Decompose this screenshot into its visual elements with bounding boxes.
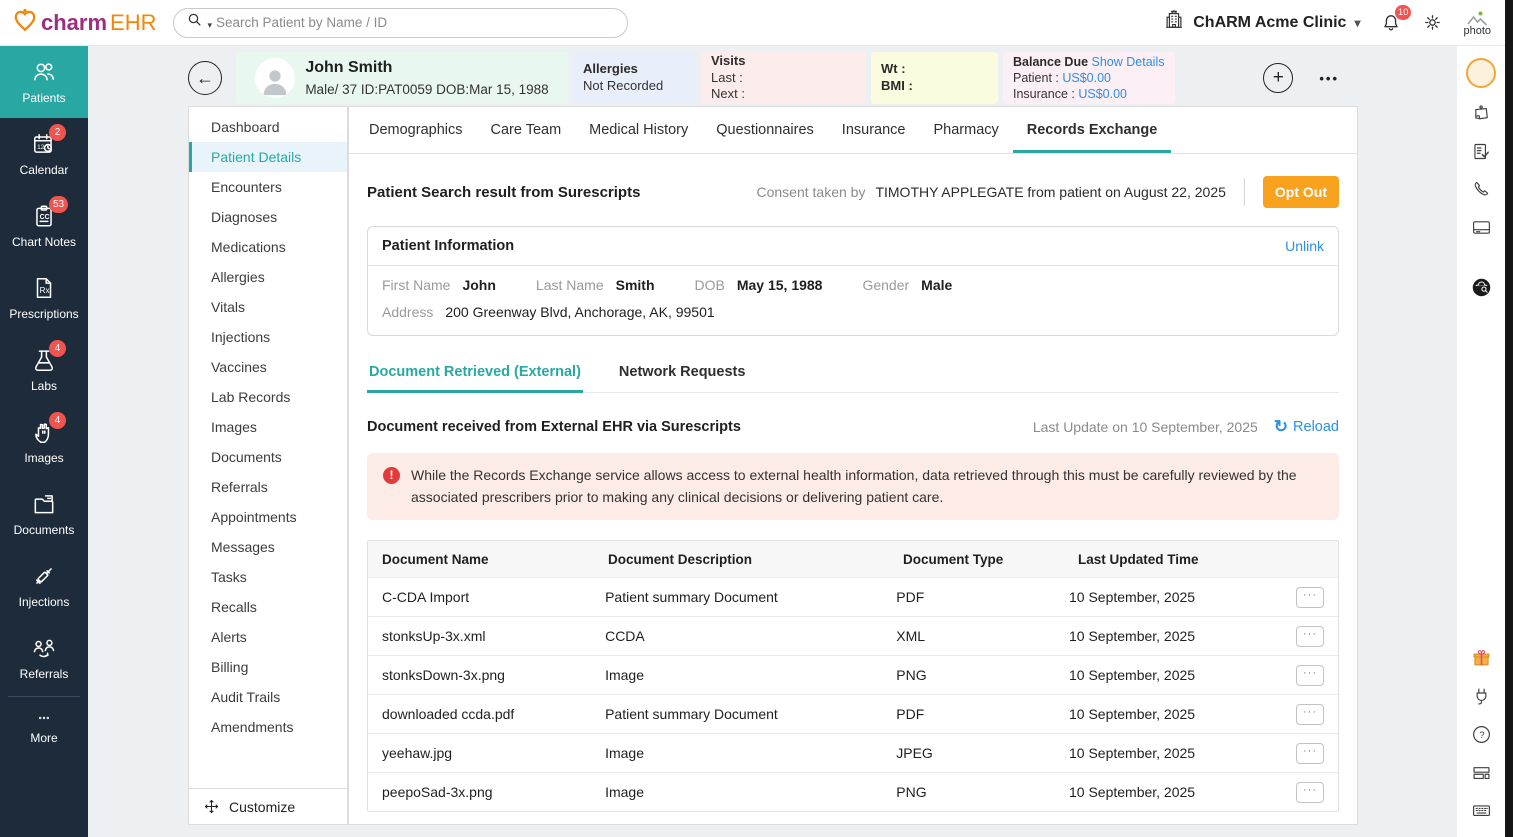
row-actions-button[interactable]: ··· [1296, 665, 1324, 686]
referrals-icon [31, 635, 57, 661]
sidebar-item-label: Labs [30, 379, 58, 393]
balance-card[interactable] [1003, 52, 1175, 104]
section-item-recalls[interactable]: Recalls [211, 599, 257, 615]
cell-document-name: downloaded ccda.pdf [382, 706, 515, 723]
show-details-link[interactable]: Show Details [1091, 54, 1165, 69]
patient-section-list [189, 107, 347, 788]
sidebar-item-injections[interactable] [0, 550, 88, 622]
patients-icon [31, 59, 57, 85]
header-right-cluster [1163, 6, 1491, 37]
app-logo [12, 7, 157, 39]
documents-folder-icon [31, 491, 57, 517]
cell-document-description: Patient summary Document [605, 706, 778, 723]
subtab-network-requests[interactable]: Network Requests [618, 364, 746, 380]
cell-document-description: CCDA [605, 628, 645, 645]
tab-questionnaires[interactable]: Questionnaires [716, 122, 814, 138]
records-subtabs [367, 356, 1339, 393]
header-document-description: Document Description [608, 551, 753, 567]
gear-icon [1422, 12, 1443, 33]
patient-banner [188, 52, 1339, 104]
row-actions-button[interactable]: ··· [1296, 626, 1324, 647]
sidebar-item-label: Prescriptions [9, 307, 79, 321]
address-value: 200 Greenway Blvd, Anchorage, AK, 99501 [445, 304, 715, 320]
documents-header [367, 417, 1339, 437]
cell-document-type: JPEG [896, 745, 933, 762]
header-document-type: Document Type [903, 551, 1004, 567]
customize-label: Customize [229, 798, 296, 815]
cell-document-description: Image [605, 784, 644, 801]
svg-text:Rx: Rx [39, 285, 50, 295]
section-item-vitals[interactable]: Vitals [211, 299, 245, 315]
cell-last-updated: 10 September, 2025 [1068, 784, 1196, 801]
gift-icon[interactable] [1457, 639, 1505, 677]
sidebar-item-label: Images [24, 451, 64, 465]
sidebar-item-label: Patients [22, 91, 66, 105]
row-actions-button[interactable]: ··· [1296, 704, 1324, 725]
visits-next: Next : [711, 86, 745, 102]
cell-document-description: Patient summary Document [605, 589, 778, 606]
section-item-amendments[interactable]: Amendments [211, 719, 294, 735]
patient-information-title: Patient Information [382, 238, 515, 254]
patient-tabs [349, 107, 1357, 154]
avatar-label: photo [1463, 24, 1491, 37]
app-header [0, 0, 1505, 46]
cell-document-type: XML [896, 628, 926, 645]
plug-icon[interactable] [1457, 677, 1505, 715]
table-row [368, 694, 1338, 733]
cell-document-description: Image [605, 667, 644, 684]
reload-label: Reload [1293, 419, 1339, 435]
warning-text: While the Records Exchange service allows access to external health information, data retrieved through this must be carefully reviewed by the associated prescribers prior to making any clinical decisions or delivering patient care. [411, 467, 1297, 505]
patient-details: Male/ 37 ID:PAT0059 DOB:Mar 15, 1988 [305, 81, 549, 97]
cell-document-type: PDF [896, 589, 925, 606]
notification-count-badge: 10 [1395, 5, 1412, 20]
consent-value: TIMOTHY APPLEGATE from patient on August 22, 2025 [875, 184, 1226, 200]
calendar-badge: 2 [49, 124, 66, 141]
section-item-injections[interactable]: Injections [211, 329, 271, 345]
last-name-value: Smith [615, 277, 655, 293]
cell-document-type: PNG [896, 667, 927, 684]
sticky-note-icon[interactable] [1457, 94, 1505, 132]
first-name-value: John [462, 277, 496, 293]
search-icon [186, 11, 204, 34]
cell-last-updated: 10 September, 2025 [1068, 628, 1196, 645]
section-item-medications[interactable]: Medications [211, 239, 286, 255]
tab-pharmacy[interactable]: Pharmacy [933, 122, 999, 138]
sidebar-item-patients[interactable] [0, 46, 88, 118]
first-name-label: First Name [382, 277, 451, 293]
row-actions-button[interactable]: ··· [1296, 587, 1324, 608]
help-icon[interactable] [1457, 715, 1505, 753]
patient-avatar [255, 58, 295, 98]
last-update-text: Last Update on 10 September, 2025 [1032, 419, 1258, 435]
move-icon [203, 798, 220, 815]
sidebar-item-labs[interactable] [0, 334, 88, 406]
subtab-document-retrieved[interactable]: Document Retrieved (External) [367, 356, 583, 393]
cell-last-updated: 10 September, 2025 [1068, 667, 1196, 684]
detective-icon[interactable] [1457, 268, 1505, 306]
heart-logo-icon [12, 7, 38, 39]
sidebar-item-documents[interactable] [0, 478, 88, 550]
syringe-icon [31, 563, 57, 589]
section-item-appointments[interactable]: Appointments [211, 509, 297, 525]
content-panel [348, 106, 1358, 825]
banner-more-icon[interactable]: ••• [1319, 70, 1339, 86]
surescripts-title: Patient Search result from Surescripts [367, 183, 641, 201]
svg-text:12: 12 [37, 143, 45, 151]
section-item-documents[interactable]: Documents [211, 449, 282, 465]
labs-badge: 4 [49, 340, 66, 357]
tab-insurance[interactable]: Insurance [841, 122, 906, 138]
cell-document-name: yeehaw.jpg [382, 745, 453, 762]
documents-table [367, 540, 1339, 812]
documents-title: Document received from External EHR via Surescripts [367, 419, 741, 435]
allergies-card[interactable] [573, 52, 696, 104]
tab-demographics[interactable]: Demographics [369, 122, 463, 138]
section-item-alerts[interactable]: Alerts [211, 629, 247, 645]
sidebar-item-label: Chart Notes [11, 235, 77, 249]
right-toolbar [1457, 46, 1505, 837]
clinic-name: ChARM Acme Clinic [1193, 13, 1347, 31]
sidebar-item-label: Calendar [19, 163, 69, 177]
clinic-switcher[interactable] [1163, 9, 1360, 36]
images-badge: 4 [49, 412, 66, 429]
tab-records-exchange[interactable]: Records Exchange [1013, 107, 1172, 153]
gender-value: Male [921, 277, 953, 293]
opt-out-button[interactable]: Opt Out [1263, 176, 1339, 208]
balance-patient-label: Patient : [1013, 70, 1059, 85]
section-item-diagnoses[interactable]: Diagnoses [211, 209, 278, 225]
sidebar-item-label: Injections [18, 595, 70, 609]
section-item-allergies[interactable]: Allergies [211, 269, 265, 285]
cell-document-type: PNG [896, 784, 927, 801]
table-row [368, 655, 1338, 694]
bmi-label: BMI : [881, 78, 913, 93]
patient-information-card [367, 226, 1339, 336]
svg-text:?: ? [1478, 729, 1485, 741]
patient-search[interactable] [173, 8, 628, 38]
customize-button[interactable] [189, 788, 347, 824]
section-item-billing[interactable]: Billing [211, 659, 249, 675]
add-button[interactable]: + [1263, 63, 1293, 93]
patient-summary-card[interactable] [236, 52, 568, 104]
cell-document-name: C-CDA Import [382, 589, 470, 606]
sidebar-divider [8, 696, 80, 697]
sidebar-item-label: More [30, 731, 58, 745]
balance-label: Balance Due [1013, 54, 1089, 69]
dob-label: DOB [694, 277, 725, 293]
notifications-button[interactable] [1380, 6, 1409, 34]
documents-table-header [368, 541, 1338, 577]
reload-icon: ↻ [1273, 417, 1289, 436]
vertical-divider [1244, 178, 1245, 206]
sidebar-item-chart-notes[interactable] [0, 190, 88, 262]
records-exchange-warning [367, 453, 1339, 520]
phone-icon[interactable] [1457, 170, 1505, 208]
sidebar-item-label: Documents [13, 523, 75, 537]
reload-button[interactable] [1274, 417, 1339, 437]
section-item-images[interactable]: Images [211, 419, 257, 435]
sidebar-item-calendar[interactable] [0, 118, 88, 190]
patient-section-nav [188, 106, 348, 825]
cell-document-type: PDF [896, 706, 925, 723]
sidebar-item-referrals[interactable] [0, 622, 88, 694]
dob-value: May 15, 1988 [736, 277, 823, 293]
visits-card[interactable] [701, 52, 866, 104]
balance-patient-value[interactable]: US$0.00 [1062, 70, 1112, 85]
header-last-updated: Last Updated Time [1078, 551, 1199, 567]
section-item-lab-records[interactable]: Lab Records [211, 389, 291, 405]
last-name-label: Last Name [535, 277, 604, 293]
chart-notes-badge: 53 [49, 196, 68, 213]
svg-text:CC: CC [39, 214, 50, 222]
sidebar-item-images[interactable] [0, 406, 88, 478]
prescriptions-icon [31, 275, 57, 301]
section-item-tasks[interactable]: Tasks [211, 569, 247, 585]
cell-last-updated: 10 September, 2025 [1068, 589, 1196, 606]
keyboard-icon[interactable] [1457, 791, 1505, 829]
screen-edge-strip [1505, 0, 1513, 837]
banner-actions [1263, 63, 1339, 93]
search-caret-icon[interactable]: ▾ [207, 20, 213, 30]
section-item-encounters[interactable]: Encounters [211, 179, 282, 195]
main-area [88, 46, 1457, 837]
cell-last-updated: 10 September, 2025 [1068, 745, 1196, 762]
row-actions-button[interactable]: ··· [1296, 782, 1324, 803]
surescripts-header [367, 176, 1339, 208]
unlink-link[interactable]: Unlink [1285, 238, 1324, 254]
clinic-caret-icon: ▾ [1354, 15, 1361, 30]
balance-insurance-value[interactable]: US$0.00 [1078, 87, 1127, 102]
profile-avatar[interactable] [1463, 9, 1491, 37]
settings-button[interactable] [1422, 12, 1443, 33]
weight-label: Wt : [881, 61, 906, 77]
section-item-patient-details[interactable]: Patient Details [189, 142, 347, 172]
allergies-label: Allergies [583, 61, 638, 77]
section-item-audit-trails[interactable]: Audit Trails [211, 689, 281, 705]
cell-document-name: stonksDown-3x.png [382, 667, 505, 684]
broken-image-icon [1466, 9, 1488, 26]
section-item-messages[interactable]: Messages [211, 539, 275, 555]
tab-medical-history[interactable]: Medical History [589, 122, 689, 138]
profile-circle-icon[interactable] [1466, 58, 1496, 88]
cell-document-name: stonksUp-3x.xml [382, 628, 486, 645]
row-actions-button[interactable]: ··· [1296, 743, 1324, 764]
allergies-value: Not Recorded [583, 78, 664, 93]
header-document-name: Document Name [382, 551, 489, 567]
back-button[interactable]: ← [188, 61, 222, 95]
section-item-referrals[interactable]: Referrals [211, 479, 268, 495]
consent-prefix: Consent taken by [756, 184, 866, 200]
sidebar-item-label: Referrals [19, 667, 69, 681]
section-item-dashboard[interactable]: Dashboard [211, 119, 280, 135]
cell-last-updated: 10 September, 2025 [1068, 706, 1196, 723]
table-row [368, 616, 1338, 655]
sidebar-item-prescriptions[interactable] [0, 262, 88, 334]
left-sidebar [0, 46, 88, 837]
form-check-icon[interactable] [1457, 132, 1505, 170]
cell-document-name: peepoSad-3x.png [382, 784, 493, 801]
patient-name: John Smith [305, 58, 393, 76]
cell-document-description: Image [605, 745, 644, 762]
layout-icon[interactable] [1457, 753, 1505, 791]
gender-label: Gender [862, 277, 910, 293]
address-label: Address [382, 304, 434, 320]
visits-last: Last : [711, 69, 743, 85]
table-row [368, 772, 1338, 811]
clinic-building-icon [1163, 9, 1185, 36]
table-row [368, 733, 1338, 772]
sidebar-item-more[interactable] [0, 699, 88, 757]
logo-text-charm: charm [41, 9, 108, 35]
visits-label: Visits [711, 52, 746, 68]
credit-card-icon[interactable] [1457, 208, 1505, 246]
vitals-card[interactable] [871, 52, 998, 104]
logo-text-ehr: EHR [110, 9, 157, 35]
tab-care-team[interactable]: Care Team [490, 122, 562, 138]
table-row [368, 577, 1338, 616]
search-input[interactable] [216, 15, 614, 30]
section-item-vaccines[interactable]: Vaccines [211, 359, 267, 375]
balance-insurance-label: Insurance : [1013, 87, 1075, 102]
warning-icon: ! [383, 467, 400, 484]
more-dots-icon [31, 711, 57, 725]
